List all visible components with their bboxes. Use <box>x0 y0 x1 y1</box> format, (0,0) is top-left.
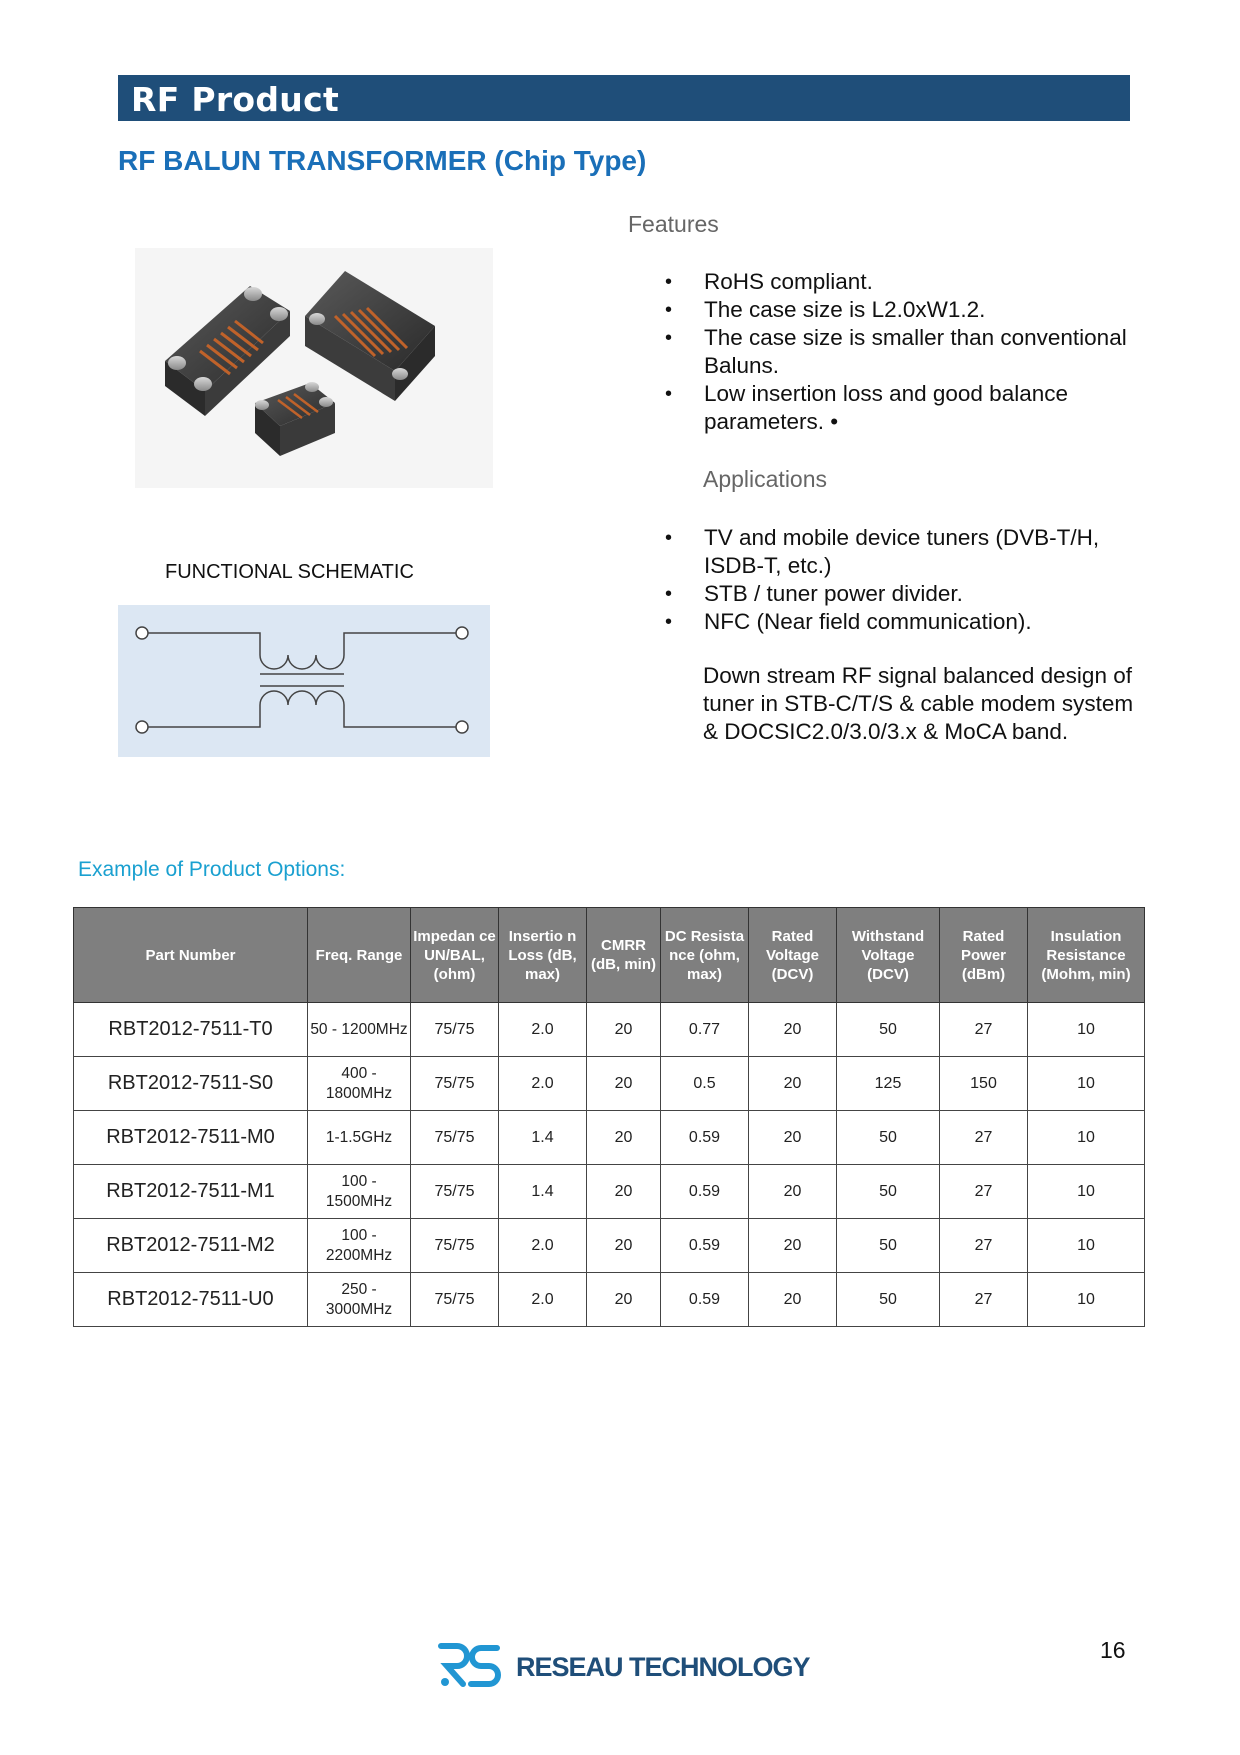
schematic-label: FUNCTIONAL SCHEMATIC <box>165 561 414 583</box>
cell-cmrr: 20 <box>587 1165 661 1219</box>
cell-impedance: 75/75 <box>411 1219 499 1273</box>
cell-rated-power: 27 <box>940 1165 1028 1219</box>
feature-item: • Low insertion loss and good balance parameters. • <box>665 380 1135 436</box>
cell-insertion-loss: 1.4 <box>499 1165 587 1219</box>
feature-item: • The case size is L2.0xW1.2. <box>665 296 1135 324</box>
cell-rated-power: 27 <box>940 1219 1028 1273</box>
applications-paragraph: Down stream RF signal balanced design of tuner in STB-C/T/S & cable modem system & DOCSIC2.0/3.0/3.x & MoCA band. <box>703 663 1134 744</box>
banner-title: RF Product <box>131 80 340 119</box>
cell-dc-resistance: 0.59 <box>661 1273 749 1327</box>
cell-insertion-loss: 2.0 <box>499 1057 587 1111</box>
column-header: Rated Voltage (DCV) <box>749 908 837 1003</box>
cell-insulation-resistance: 10 <box>1028 1111 1145 1165</box>
cell-rated-power: 27 <box>940 1273 1028 1327</box>
cell-withstand-voltage: 50 <box>837 1219 940 1273</box>
cell-freq-range: 100 - 2200MHz <box>308 1219 411 1273</box>
cell-insulation-resistance: 10 <box>1028 1273 1145 1327</box>
cell-dc-resistance: 0.59 <box>661 1219 749 1273</box>
cell-part-number: RBT2012-7511-M2 <box>74 1219 308 1273</box>
table-row <box>74 1219 1145 1273</box>
cell-rated-power: 27 <box>940 1111 1028 1165</box>
cell-cmrr: 20 <box>587 1273 661 1327</box>
cell-cmrr: 20 <box>587 1111 661 1165</box>
cell-rated-voltage: 20 <box>749 1273 837 1327</box>
cell-withstand-voltage: 50 <box>837 1003 940 1057</box>
company-logo-icon <box>437 1640 503 1688</box>
cell-freq-range: 250 - 3000MHz <box>308 1273 411 1327</box>
cell-cmrr: 20 <box>587 1057 661 1111</box>
cell-insulation-resistance: 10 <box>1028 1003 1145 1057</box>
product-options-table <box>73 907 1145 1327</box>
cell-insertion-loss: 2.0 <box>499 1003 587 1057</box>
feature-item: • The case size is smaller than conventional Baluns. <box>665 324 1135 380</box>
product-photo <box>135 248 493 488</box>
cell-dc-resistance: 0.59 <box>661 1111 749 1165</box>
cell-cmrr: 20 <box>587 1219 661 1273</box>
cell-impedance: 75/75 <box>411 1111 499 1165</box>
cell-insulation-resistance: 10 <box>1028 1219 1145 1273</box>
cell-dc-resistance: 0.5 <box>661 1057 749 1111</box>
column-header: Freq. Range <box>308 908 411 1003</box>
functional-schematic <box>118 605 490 757</box>
application-item: • NFC (Near field communication). <box>665 608 1145 636</box>
section-banner <box>118 75 1130 121</box>
cell-part-number: RBT2012-7511-U0 <box>74 1273 308 1327</box>
cell-cmrr: 20 <box>587 1003 661 1057</box>
cell-part-number: RBT2012-7511-M0 <box>74 1111 308 1165</box>
cell-rated-power: 27 <box>940 1003 1028 1057</box>
table-row <box>74 1057 1145 1111</box>
cell-part-number: RBT2012-7511-T0 <box>74 1003 308 1057</box>
cell-rated-voltage: 20 <box>749 1003 837 1057</box>
page-title: RF BALUN TRANSFORMER (Chip Type) <box>118 145 647 176</box>
column-header: CMRR (dB, min) <box>587 908 661 1003</box>
table-row <box>74 1273 1145 1327</box>
cell-insulation-resistance: 10 <box>1028 1165 1145 1219</box>
cell-impedance: 75/75 <box>411 1165 499 1219</box>
cell-withstand-voltage: 50 <box>837 1111 940 1165</box>
cell-insertion-loss: 2.0 <box>499 1273 587 1327</box>
cell-insertion-loss: 2.0 <box>499 1219 587 1273</box>
table-header-row <box>74 908 1145 1003</box>
applications-heading: Applications <box>703 466 828 492</box>
table-row <box>74 1165 1145 1219</box>
options-heading: Example of Product Options: <box>78 858 346 881</box>
cell-withstand-voltage: 50 <box>837 1165 940 1219</box>
cell-freq-range: 1-1.5GHz <box>308 1111 411 1165</box>
cell-rated-voltage: 20 <box>749 1057 837 1111</box>
application-item: • STB / tuner power divider. <box>665 580 1145 608</box>
company-name: RESEAU TECHNOLOGY <box>516 1652 810 1682</box>
cell-insertion-loss: 1.4 <box>499 1111 587 1165</box>
application-item: • TV and mobile device tuners (DVB-T/H, ISDB-T, etc.) <box>665 524 1145 580</box>
cell-rated-voltage: 20 <box>749 1219 837 1273</box>
cell-impedance: 75/75 <box>411 1273 499 1327</box>
cell-part-number: RBT2012-7511-M1 <box>74 1165 308 1219</box>
cell-rated-power: 150 <box>940 1057 1028 1111</box>
cell-impedance: 75/75 <box>411 1057 499 1111</box>
column-header: Insertio n Loss (dB, max) <box>499 908 587 1003</box>
table-row <box>74 1111 1145 1165</box>
column-header: Withstand Voltage (DCV) <box>837 908 940 1003</box>
column-header: DC Resista nce (ohm, max) <box>661 908 749 1003</box>
table-row <box>74 1003 1145 1057</box>
cell-withstand-voltage: 50 <box>837 1273 940 1327</box>
cell-impedance: 75/75 <box>411 1003 499 1057</box>
column-header: Impedan ce UN/BAL, (ohm) <box>411 908 499 1003</box>
cell-insulation-resistance: 10 <box>1028 1057 1145 1111</box>
cell-dc-resistance: 0.77 <box>661 1003 749 1057</box>
cell-dc-resistance: 0.59 <box>661 1165 749 1219</box>
cell-freq-range: 50 - 1200MHz <box>308 1003 411 1057</box>
cell-withstand-voltage: 125 <box>837 1057 940 1111</box>
cell-freq-range: 400 - 1800MHz <box>308 1057 411 1111</box>
cell-freq-range: 100 - 1500MHz <box>308 1165 411 1219</box>
cell-rated-voltage: 20 <box>749 1165 837 1219</box>
cell-rated-voltage: 20 <box>749 1111 837 1165</box>
applications-list <box>665 524 1145 636</box>
column-header: Part Number <box>74 908 308 1003</box>
column-header: Rated Power (dBm) <box>940 908 1028 1003</box>
cell-part-number: RBT2012-7511-S0 <box>74 1057 308 1111</box>
page-number: 16 <box>1100 1637 1126 1663</box>
features-heading: Features <box>628 211 719 237</box>
features-list <box>665 268 1135 436</box>
column-header: Insulation Resistance (Mohm, min) <box>1028 908 1145 1003</box>
feature-item: • RoHS compliant. <box>665 268 1135 296</box>
